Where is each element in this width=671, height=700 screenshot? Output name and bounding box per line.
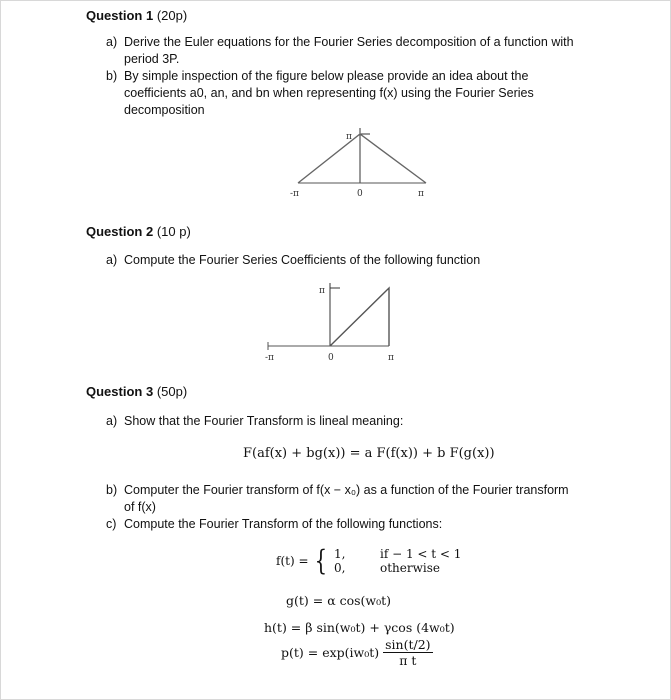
f-case-2-condition: otherwise: [379, 561, 440, 575]
q2-y-label: π: [319, 286, 325, 296]
q1-x-label-neg-pi: -π: [290, 189, 299, 199]
g-equation: g(t) = α cos(w₀t): [286, 593, 392, 608]
question-3-heading: [86, 384, 187, 399]
q1-b-line-1: By simple inspection of the figure below please provide an idea about the: [124, 69, 529, 83]
q2-a-marker: a): [106, 253, 118, 267]
q1-a-marker: a): [106, 35, 118, 49]
triangle-wave-line: [298, 134, 426, 183]
f-case-1-condition: if − 1 < t < 1: [379, 547, 462, 561]
q3-c-marker: c): [106, 517, 117, 531]
q3-a-line-1: Show that the Fourier Transform is lineal meaning:: [124, 414, 404, 428]
q1-a-line-2: period 3P.: [124, 52, 180, 66]
question-2-title: Question 2: [86, 224, 154, 239]
question-1-heading: [86, 8, 187, 23]
q3-c-line-1: Compute the Fourier Transform of the following functions:: [124, 517, 443, 531]
p-numerator: sin(t/2): [385, 637, 431, 652]
q1-b-line-3: decomposition: [124, 103, 205, 117]
p-denominator: π t: [399, 653, 417, 668]
piecewise-function-f: [276, 544, 462, 577]
sawtooth-figure: [262, 278, 412, 373]
f-case-1-value: 1,: [333, 547, 346, 561]
q2-x-label-zero: 0: [328, 353, 334, 363]
f-case-2-value: 0,: [333, 561, 346, 575]
q3-a-marker: a): [106, 414, 118, 428]
p-equation: [281, 637, 433, 668]
f-lhs: f(t) =: [276, 554, 309, 568]
sawtooth-line: [330, 288, 389, 346]
question-3-title: Question 3: [86, 384, 154, 399]
q1-b-marker: b): [106, 69, 118, 83]
h-equation: h(t) = β sin(w₀t) + γcos (4w₀t): [264, 620, 455, 635]
question-1-title: Question 1: [86, 8, 154, 23]
q1-x-label-pi: π: [418, 189, 424, 199]
q3-b-line-1: Computer the Fourier transform of f(x − x₀) as a function of the Fourier transform: [124, 483, 569, 497]
q1-x-label-zero: 0: [357, 189, 363, 199]
q1-y-label: π: [346, 132, 352, 142]
p-lhs: p(t) = exp(iw₀t): [281, 645, 380, 660]
triangle-wave-figure: [280, 125, 440, 200]
q2-a-line-1: Compute the Fourier Series Coefficients of the following function: [124, 253, 481, 267]
f-case-1: [334, 547, 461, 561]
q1-b-line-2: coefficients a0, an, and bn when representing f(x) using the Fourier Series: [124, 86, 534, 100]
question-2-heading: [86, 224, 191, 239]
q3-b-line-2: of f(x): [124, 500, 156, 514]
linearity-equation: F(af(x) + bg(x)) = a F(f(x)) + b F(g(x)): [243, 446, 495, 461]
q1-a-line-1: Derive the Euler equations for the Fourier Series decomposition of a function with: [124, 35, 574, 49]
question-3-points: (50p): [156, 384, 188, 399]
question-1-points: (20p): [156, 8, 188, 23]
left-brace: {: [315, 544, 328, 577]
q2-x-label-pi: π: [388, 353, 394, 363]
q3-b-marker: b): [106, 483, 118, 497]
question-2-points: (10 p): [156, 224, 191, 239]
f-cases: [334, 547, 461, 575]
f-case-2: [334, 561, 461, 575]
p-fraction: [383, 637, 432, 668]
q2-x-label-neg-pi: -π: [265, 353, 274, 363]
